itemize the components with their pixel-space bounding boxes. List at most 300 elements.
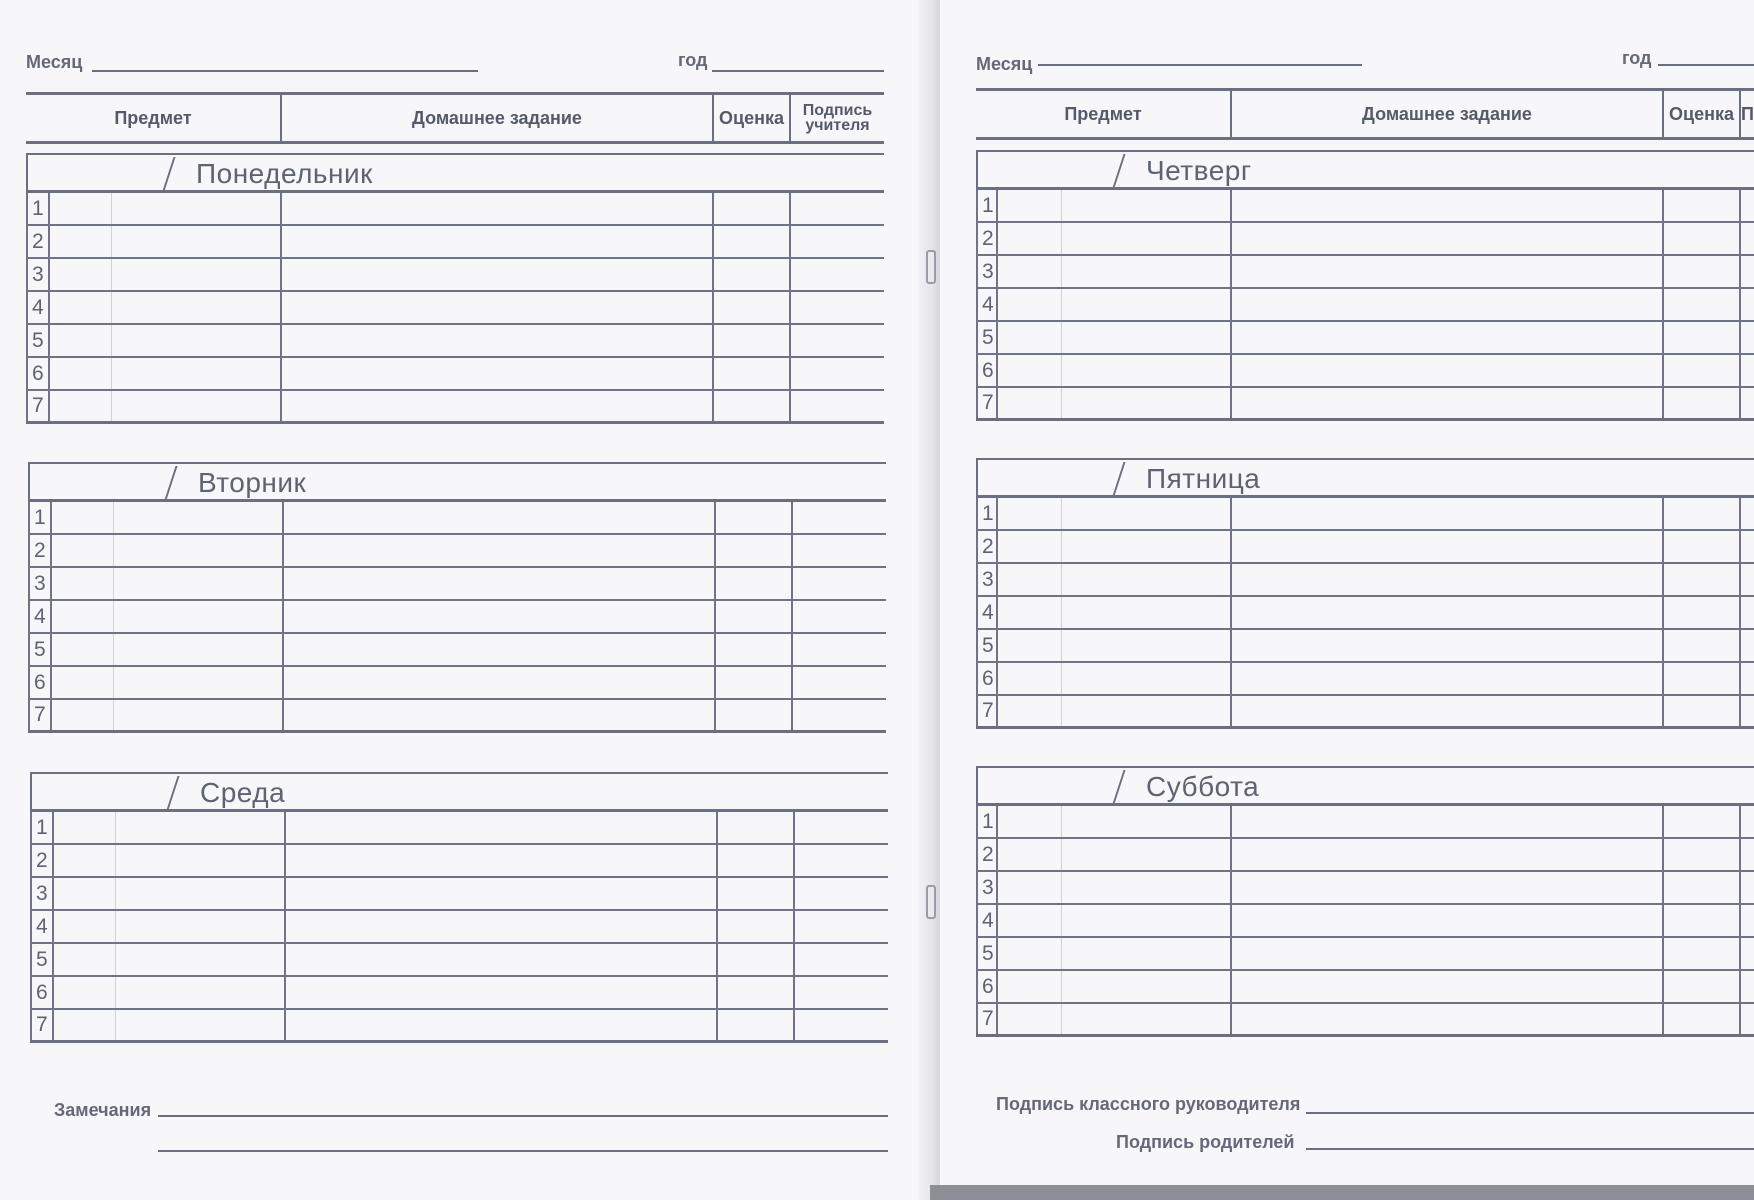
homework-cell[interactable] (1232, 839, 1664, 870)
subject-cell[interactable] (998, 839, 1062, 870)
grade-cell[interactable] (1664, 289, 1741, 320)
grade-cell[interactable] (1664, 597, 1741, 628)
signature-cell[interactable] (1741, 663, 1754, 694)
homework-cell[interactable] (284, 700, 716, 730)
lesson-row[interactable] (28, 502, 886, 535)
subject-cell-2[interactable] (116, 977, 286, 1008)
month-label: Месяц (26, 52, 83, 72)
signature-cell[interactable] (793, 502, 886, 533)
subject-cell[interactable] (50, 325, 112, 356)
homework-cell[interactable] (284, 667, 716, 698)
lesson-number: 5 (976, 630, 998, 661)
subject-cell-2[interactable] (114, 601, 284, 632)
signature-cell[interactable] (1741, 190, 1754, 221)
title-slash (162, 157, 175, 191)
subject-cell-2[interactable] (112, 292, 282, 323)
signature-cell[interactable] (791, 358, 884, 389)
homework-cell[interactable] (282, 292, 714, 323)
homework-cell[interactable] (1232, 696, 1664, 726)
title-slash (1112, 770, 1125, 804)
subject-cell-2[interactable] (114, 700, 284, 730)
lesson-row[interactable] (976, 531, 1754, 564)
signature-cell[interactable] (1741, 322, 1754, 353)
subject-cell[interactable] (50, 193, 112, 224)
signature-cell[interactable] (791, 325, 884, 356)
lesson-row[interactable] (976, 597, 1754, 630)
subject-cell[interactable] (998, 597, 1062, 628)
grade-cell[interactable] (718, 1010, 795, 1040)
grade-cell[interactable] (1664, 806, 1741, 837)
grade-cell[interactable] (716, 568, 793, 599)
subject-cell-2[interactable] (1062, 663, 1232, 694)
signature-cell[interactable] (793, 634, 886, 665)
signature-cell[interactable] (1741, 498, 1754, 529)
lesson-row[interactable] (976, 806, 1754, 839)
signature-cell[interactable] (1741, 388, 1754, 418)
grade-cell[interactable] (1664, 223, 1741, 254)
homework-cell[interactable] (1232, 872, 1664, 903)
lesson-number: 5 (26, 325, 50, 356)
lesson-row[interactable] (976, 663, 1754, 696)
lesson-row[interactable] (30, 944, 888, 977)
homework-cell[interactable] (1232, 597, 1664, 628)
subject-cell[interactable] (52, 667, 114, 698)
subject-cell[interactable] (54, 1010, 116, 1040)
lesson-row[interactable] (976, 388, 1754, 421)
signature-cell[interactable] (1741, 223, 1754, 254)
lesson-row[interactable] (976, 564, 1754, 597)
signature-cell[interactable] (1741, 839, 1754, 870)
homework-cell[interactable] (1232, 190, 1664, 221)
lesson-row[interactable] (28, 634, 886, 667)
homework-cell[interactable] (1232, 630, 1664, 661)
homework-cell[interactable] (1232, 256, 1664, 287)
lesson-number: 3 (30, 878, 54, 909)
homework-cell[interactable] (284, 535, 716, 566)
subject-cell[interactable] (998, 938, 1062, 969)
lesson-row[interactable] (976, 872, 1754, 905)
subject-cell-2[interactable] (112, 391, 282, 421)
lesson-row[interactable] (976, 498, 1754, 531)
grade-cell[interactable] (1664, 971, 1741, 1002)
lesson-row[interactable] (28, 667, 886, 700)
lesson-row[interactable] (976, 905, 1754, 938)
lesson-rows (30, 812, 888, 1043)
homework-cell[interactable] (1232, 806, 1664, 837)
grade-cell[interactable] (718, 812, 795, 843)
signature-cell[interactable] (793, 667, 886, 698)
homework-cell[interactable] (286, 1010, 718, 1040)
subject-cell[interactable] (50, 259, 112, 290)
signature-cell[interactable] (795, 977, 888, 1008)
subject-cell[interactable] (998, 564, 1062, 595)
subject-cell[interactable] (998, 905, 1062, 936)
grade-cell[interactable] (714, 226, 791, 257)
lesson-row[interactable] (28, 535, 886, 568)
subject-cell[interactable] (50, 391, 112, 421)
subject-cell-2[interactable] (1062, 905, 1232, 936)
homework-cell[interactable] (282, 259, 714, 290)
subject-cell[interactable] (54, 845, 116, 876)
signature-cell[interactable] (1741, 256, 1754, 287)
lesson-row[interactable] (976, 256, 1754, 289)
subject-cell[interactable] (998, 806, 1062, 837)
subject-cell-2[interactable] (114, 667, 284, 698)
lesson-number: 4 (26, 292, 50, 323)
lesson-number: 6 (28, 667, 52, 698)
grade-cell[interactable] (714, 259, 791, 290)
signature-cell[interactable] (791, 193, 884, 224)
grade-cell[interactable] (718, 911, 795, 942)
year-field[interactable] (712, 70, 884, 72)
subject-cell[interactable] (50, 292, 112, 323)
lesson-number: 5 (30, 944, 54, 975)
subject-cell-2[interactable] (114, 502, 284, 533)
signature-cell[interactable] (795, 812, 888, 843)
signature-cell[interactable] (1741, 1004, 1754, 1034)
lesson-number: 1 (976, 806, 998, 837)
grade-cell[interactable] (1664, 1004, 1741, 1034)
lesson-rows (976, 806, 1754, 1037)
lesson-row[interactable] (30, 911, 888, 944)
signature-cell[interactable] (791, 226, 884, 257)
subject-cell-2[interactable] (1062, 696, 1232, 726)
lesson-row[interactable] (30, 977, 888, 1010)
class-teacher-signature-line[interactable] (1306, 1112, 1754, 1114)
lesson-row[interactable] (26, 226, 884, 259)
subject-cell-2[interactable] (1062, 872, 1232, 903)
subject-cell[interactable] (998, 630, 1062, 661)
grade-cell[interactable] (1664, 905, 1741, 936)
lesson-row[interactable] (976, 938, 1754, 971)
subject-cell[interactable] (998, 971, 1062, 1002)
lesson-number: 5 (976, 938, 998, 969)
parents-signature-line[interactable] (1306, 1148, 1754, 1150)
lesson-row[interactable] (976, 355, 1754, 388)
column-teacher-signature (791, 95, 884, 141)
homework-cell[interactable] (1232, 223, 1664, 254)
lesson-row[interactable] (976, 322, 1754, 355)
grade-cell[interactable] (1664, 696, 1741, 726)
homework-cell[interactable] (1232, 531, 1664, 562)
grade-cell[interactable] (718, 878, 795, 909)
subject-cell[interactable] (998, 322, 1062, 353)
lesson-row[interactable] (26, 259, 884, 292)
subject-cell-2[interactable] (1062, 223, 1232, 254)
homework-cell[interactable] (282, 226, 714, 257)
lesson-row[interactable] (26, 391, 884, 424)
lesson-row[interactable] (30, 845, 888, 878)
grade-cell[interactable] (714, 391, 791, 421)
lesson-row[interactable] (28, 568, 886, 601)
lesson-number: 7 (976, 1004, 998, 1034)
grade-cell[interactable] (1664, 498, 1741, 529)
subject-cell[interactable] (52, 634, 114, 665)
grade-cell[interactable] (716, 634, 793, 665)
lesson-row[interactable] (976, 971, 1754, 1004)
signature-cell[interactable] (793, 535, 886, 566)
homework-cell[interactable] (284, 601, 716, 632)
homework-cell[interactable] (282, 193, 714, 224)
column-homework: Домашнее задание (282, 95, 714, 141)
subject-cell-2[interactable] (1062, 531, 1232, 562)
grade-cell[interactable] (1664, 388, 1741, 418)
subject-cell-2[interactable] (112, 259, 282, 290)
grade-cell[interactable] (714, 325, 791, 356)
subject-cell[interactable] (998, 289, 1062, 320)
subject-cell-2[interactable] (116, 911, 286, 942)
remarks-line-1[interactable] (158, 1115, 888, 1117)
signature-cell[interactable] (1741, 971, 1754, 1002)
grade-cell[interactable] (718, 977, 795, 1008)
lesson-number: 1 (26, 193, 50, 224)
subject-cell[interactable] (52, 568, 114, 599)
day-name: Суббота (1146, 771, 1260, 802)
lesson-number: 1 (30, 812, 54, 843)
month-field[interactable] (1038, 64, 1362, 66)
signature-cell[interactable] (1741, 872, 1754, 903)
lesson-row[interactable] (976, 190, 1754, 223)
subject-cell[interactable] (52, 601, 114, 632)
homework-cell[interactable] (1232, 564, 1664, 595)
subject-cell[interactable] (998, 190, 1062, 221)
grade-cell[interactable] (716, 535, 793, 566)
subject-cell[interactable] (998, 223, 1062, 254)
subject-cell[interactable] (50, 358, 112, 389)
subject-cell-2[interactable] (116, 845, 286, 876)
subject-cell[interactable] (54, 812, 116, 843)
homework-cell[interactable] (1232, 498, 1664, 529)
signature-cell[interactable] (793, 568, 886, 599)
grade-cell[interactable] (716, 667, 793, 698)
subject-cell[interactable] (998, 1004, 1062, 1034)
lesson-number: 7 (976, 696, 998, 726)
signature-cell[interactable] (795, 944, 888, 975)
day-title (976, 458, 1754, 498)
homework-cell[interactable] (286, 944, 718, 975)
grade-cell[interactable] (1664, 190, 1741, 221)
subject-cell-2[interactable] (1062, 289, 1232, 320)
subject-cell-2[interactable] (112, 226, 282, 257)
lesson-row[interactable] (30, 812, 888, 845)
subject-cell[interactable] (50, 226, 112, 257)
day-title (26, 153, 884, 193)
signature-cell[interactable] (1741, 531, 1754, 562)
lesson-number: 2 (26, 226, 50, 257)
signature-cell[interactable] (1741, 289, 1754, 320)
subject-cell[interactable] (54, 944, 116, 975)
subject-cell[interactable] (54, 911, 116, 942)
column-teacher-signature: П (1741, 104, 1754, 124)
lesson-row[interactable] (976, 1004, 1754, 1037)
homework-cell[interactable] (286, 812, 718, 843)
homework-cell[interactable] (1232, 289, 1664, 320)
homework-cell[interactable] (1232, 905, 1664, 936)
lesson-number: 6 (976, 663, 998, 694)
remarks-label: Замечания (54, 1100, 152, 1120)
lesson-row[interactable] (26, 325, 884, 358)
subject-cell[interactable] (52, 700, 114, 730)
lesson-row[interactable] (26, 193, 884, 226)
lesson-number: 2 (30, 845, 54, 876)
subject-cell-2[interactable] (114, 568, 284, 599)
homework-cell[interactable] (1232, 355, 1664, 386)
subject-cell[interactable] (52, 502, 114, 533)
grade-cell[interactable] (716, 700, 793, 730)
grade-cell[interactable] (714, 193, 791, 224)
subject-cell-2[interactable] (1062, 498, 1232, 529)
lesson-row[interactable] (26, 292, 884, 325)
signature-cell[interactable] (793, 700, 886, 730)
grade-cell[interactable] (1664, 839, 1741, 870)
subject-cell-2[interactable] (116, 812, 286, 843)
lesson-rows (976, 498, 1754, 729)
subject-cell-2[interactable] (1062, 190, 1232, 221)
subject-cell[interactable] (52, 535, 114, 566)
year-field[interactable] (1658, 64, 1754, 66)
homework-cell[interactable] (1232, 1004, 1664, 1034)
subject-cell[interactable] (998, 531, 1062, 562)
subject-cell[interactable] (998, 498, 1062, 529)
grade-cell[interactable] (1664, 630, 1741, 661)
subject-cell-2[interactable] (1062, 1004, 1232, 1034)
subject-cell[interactable] (998, 256, 1062, 287)
grade-cell[interactable] (1664, 322, 1741, 353)
lesson-row[interactable] (30, 1010, 888, 1043)
column-signature-line1: Подпись (802, 102, 873, 119)
grade-cell[interactable] (714, 358, 791, 389)
lesson-row[interactable] (26, 358, 884, 391)
signature-cell[interactable] (795, 878, 888, 909)
grade-cell[interactable] (1664, 531, 1741, 562)
lesson-row[interactable] (976, 630, 1754, 663)
month-field[interactable] (92, 70, 478, 72)
homework-cell[interactable] (282, 325, 714, 356)
homework-cell[interactable] (286, 878, 718, 909)
homework-cell[interactable] (282, 358, 714, 389)
grade-cell[interactable] (1664, 355, 1741, 386)
subject-cell-2[interactable] (114, 634, 284, 665)
signature-cell[interactable] (1741, 806, 1754, 837)
homework-cell[interactable] (282, 391, 714, 421)
subject-cell-2[interactable] (114, 535, 284, 566)
subject-cell-2[interactable] (112, 358, 282, 389)
lesson-number: 2 (976, 223, 998, 254)
subject-cell-2[interactable] (1062, 355, 1232, 386)
grade-cell[interactable] (716, 601, 793, 632)
subject-cell-2[interactable] (1062, 388, 1232, 418)
homework-cell[interactable] (284, 634, 716, 665)
subject-cell-2[interactable] (1062, 630, 1232, 661)
subject-cell-2[interactable] (116, 1010, 286, 1040)
lesson-number: 7 (30, 1010, 54, 1040)
lesson-number: 2 (976, 531, 998, 562)
grade-cell[interactable] (716, 502, 793, 533)
subject-cell-2[interactable] (116, 944, 286, 975)
homework-cell[interactable] (1232, 322, 1664, 353)
grade-cell[interactable] (1664, 663, 1741, 694)
subject-cell-2[interactable] (1062, 597, 1232, 628)
homework-cell[interactable] (1232, 388, 1664, 418)
signature-cell[interactable] (1741, 905, 1754, 936)
lesson-row[interactable] (28, 601, 886, 634)
signature-cell[interactable] (1741, 938, 1754, 969)
signature-cell[interactable] (1741, 355, 1754, 386)
homework-cell[interactable] (286, 911, 718, 942)
lesson-row[interactable] (28, 700, 886, 733)
subject-cell[interactable] (998, 388, 1062, 418)
lesson-number: 7 (28, 700, 52, 730)
lesson-row[interactable] (30, 878, 888, 911)
subject-cell-2[interactable] (116, 878, 286, 909)
subject-cell-2[interactable] (1062, 322, 1232, 353)
subject-cell-2[interactable] (1062, 564, 1232, 595)
subject-cell[interactable] (54, 878, 116, 909)
signature-cell[interactable] (1741, 597, 1754, 628)
subject-cell-2[interactable] (1062, 971, 1232, 1002)
signature-cell[interactable] (795, 1010, 888, 1040)
homework-cell[interactable] (1232, 663, 1664, 694)
signature-cell[interactable] (1741, 564, 1754, 595)
lesson-row[interactable] (976, 839, 1754, 872)
homework-cell[interactable] (286, 845, 718, 876)
subject-cell-2[interactable] (1062, 839, 1232, 870)
subject-cell[interactable] (998, 872, 1062, 903)
subject-cell[interactable] (998, 663, 1062, 694)
grade-cell[interactable] (1664, 564, 1741, 595)
grade-cell[interactable] (718, 944, 795, 975)
title-slash (164, 466, 177, 500)
grade-cell[interactable] (1664, 872, 1741, 903)
parents-signature-label: Подпись родителей (1116, 1132, 1295, 1152)
year-label: год (1622, 48, 1652, 68)
signature-cell[interactable] (795, 911, 888, 942)
signature-cell[interactable] (791, 391, 884, 421)
lesson-row[interactable] (976, 696, 1754, 729)
subject-cell-2[interactable] (1062, 938, 1232, 969)
signature-cell[interactable] (1741, 696, 1754, 726)
lesson-number: 7 (26, 391, 50, 421)
grade-cell[interactable] (714, 292, 791, 323)
signature-cell[interactable] (791, 292, 884, 323)
lesson-row[interactable] (976, 223, 1754, 256)
lesson-row[interactable] (976, 289, 1754, 322)
signature-cell[interactable] (791, 259, 884, 290)
subject-cell[interactable] (998, 696, 1062, 726)
day-name: Четверг (1146, 155, 1252, 186)
homework-cell[interactable] (1232, 971, 1664, 1002)
homework-cell[interactable] (286, 977, 718, 1008)
homework-cell[interactable] (284, 502, 716, 533)
lesson-number: 1 (28, 502, 52, 533)
subject-cell[interactable] (998, 355, 1062, 386)
signature-cell[interactable] (795, 845, 888, 876)
subject-cell-2[interactable] (1062, 806, 1232, 837)
homework-cell[interactable] (1232, 938, 1664, 969)
signature-cell[interactable] (1741, 630, 1754, 661)
subject-cell-2[interactable] (112, 193, 282, 224)
grade-cell[interactable] (718, 845, 795, 876)
remarks-line-2[interactable] (158, 1150, 888, 1152)
homework-cell[interactable] (284, 568, 716, 599)
grade-cell[interactable] (1664, 256, 1741, 287)
grade-cell[interactable] (1664, 938, 1741, 969)
signature-cell[interactable] (793, 601, 886, 632)
subject-cell-2[interactable] (112, 325, 282, 356)
subject-cell[interactable] (54, 977, 116, 1008)
column-signature-line2: учителя (805, 117, 870, 134)
subject-cell-2[interactable] (1062, 256, 1232, 287)
